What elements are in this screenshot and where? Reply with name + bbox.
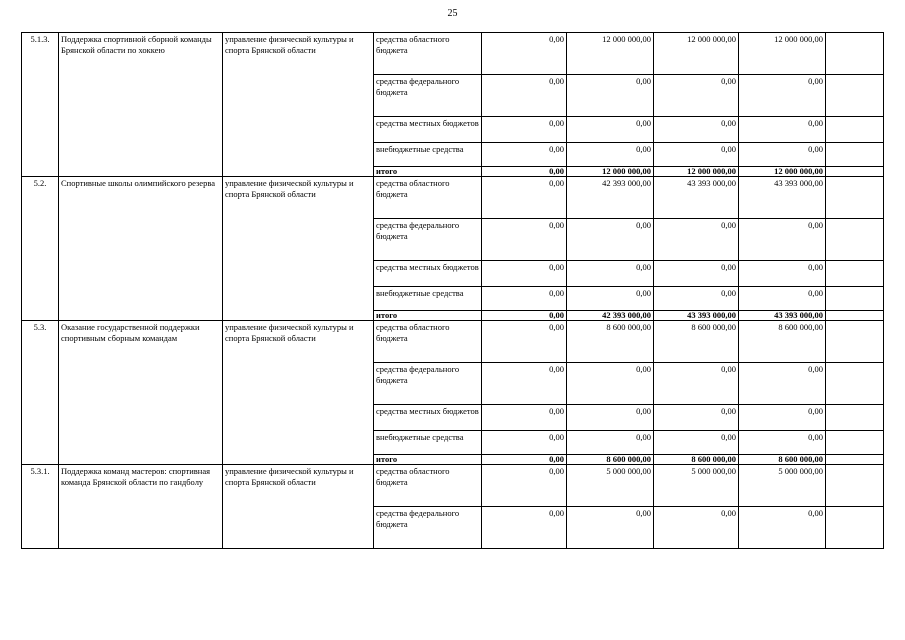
amount-cell: 0,00 <box>482 177 567 219</box>
empty-cell <box>826 261 884 287</box>
table-row <box>22 321 884 363</box>
amount-cell: 0,00 <box>482 363 567 405</box>
amount-cell: 0,00 <box>567 287 654 311</box>
funding-source: средства федерального бюджета <box>374 75 482 117</box>
funding-source: средства областного бюджета <box>374 33 482 75</box>
amount-cell: 8 600 000,00 <box>567 455 654 465</box>
amount-cell: 5 000 000,00 <box>739 465 826 507</box>
amount-cell: 0,00 <box>567 405 654 431</box>
amount-cell: 12 000 000,00 <box>739 33 826 75</box>
empty-cell <box>826 311 884 321</box>
amount-cell: 0,00 <box>739 405 826 431</box>
table-row <box>22 465 884 507</box>
amount-cell: 43 393 000,00 <box>654 311 739 321</box>
amount-cell: 5 000 000,00 <box>654 465 739 507</box>
empty-cell <box>826 75 884 117</box>
amount-cell: 8 600 000,00 <box>567 321 654 363</box>
section-name: Поддержка спортивной сборной команды Брянской области по хоккею <box>59 33 223 177</box>
amount-cell: 0,00 <box>482 261 567 287</box>
table-row <box>22 177 884 219</box>
amount-cell: 0,00 <box>482 117 567 143</box>
empty-cell <box>826 143 884 167</box>
empty-cell <box>826 431 884 455</box>
section-executor: управление физической культуры и спорта Брянской области <box>223 177 374 321</box>
amount-cell: 0,00 <box>654 405 739 431</box>
empty-cell <box>826 363 884 405</box>
empty-cell <box>826 117 884 143</box>
amount-cell: 12 000 000,00 <box>567 167 654 177</box>
funding-source: средства федерального бюджета <box>374 507 482 549</box>
amount-cell: 0,00 <box>567 261 654 287</box>
amount-cell: 0,00 <box>654 431 739 455</box>
amount-cell: 0,00 <box>654 287 739 311</box>
amount-cell: 0,00 <box>482 219 567 261</box>
amount-cell: 0,00 <box>567 219 654 261</box>
section-name: Оказание государственной поддержки спортивным сборным командам <box>59 321 223 465</box>
amount-cell: 0,00 <box>482 507 567 549</box>
amount-cell: 8 600 000,00 <box>654 455 739 465</box>
amount-cell: 0,00 <box>482 167 567 177</box>
amount-cell: 0,00 <box>739 287 826 311</box>
total-label: итого <box>374 311 482 321</box>
amount-cell: 0,00 <box>567 431 654 455</box>
amount-cell: 12 000 000,00 <box>654 33 739 75</box>
funding-source: средства областного бюджета <box>374 465 482 507</box>
table-row <box>22 33 884 75</box>
section-code: 5.1.3. <box>22 33 59 177</box>
funding-source: средства федерального бюджета <box>374 363 482 405</box>
amount-cell: 5 000 000,00 <box>567 465 654 507</box>
funding-source: внебюджетные средства <box>374 431 482 455</box>
amount-cell: 0,00 <box>482 143 567 167</box>
amount-cell: 0,00 <box>482 455 567 465</box>
amount-cell: 0,00 <box>654 363 739 405</box>
amount-cell: 42 393 000,00 <box>567 177 654 219</box>
amount-cell: 0,00 <box>567 363 654 405</box>
funding-source: внебюджетные средства <box>374 143 482 167</box>
amount-cell: 43 393 000,00 <box>739 177 826 219</box>
amount-cell: 0,00 <box>482 287 567 311</box>
empty-cell <box>826 507 884 549</box>
amount-cell: 0,00 <box>567 507 654 549</box>
funding-source: средства местных бюджетов <box>374 261 482 287</box>
empty-cell <box>826 287 884 311</box>
amount-cell: 0,00 <box>739 143 826 167</box>
funding-source: средства областного бюджета <box>374 177 482 219</box>
section-executor: управление физической культуры и спорта Брянской области <box>223 465 374 549</box>
amount-cell: 8 600 000,00 <box>654 321 739 363</box>
amount-cell: 0,00 <box>739 75 826 117</box>
amount-cell: 0,00 <box>654 507 739 549</box>
empty-cell <box>826 167 884 177</box>
amount-cell: 0,00 <box>482 465 567 507</box>
empty-cell <box>826 405 884 431</box>
amount-cell: 8 600 000,00 <box>739 455 826 465</box>
amount-cell: 0,00 <box>654 219 739 261</box>
funding-source: внебюджетные средства <box>374 287 482 311</box>
amount-cell: 0,00 <box>739 431 826 455</box>
empty-cell <box>826 455 884 465</box>
amount-cell: 0,00 <box>739 261 826 287</box>
empty-cell <box>826 321 884 363</box>
total-label: итого <box>374 455 482 465</box>
amount-cell: 0,00 <box>654 143 739 167</box>
amount-cell: 12 000 000,00 <box>567 33 654 75</box>
amount-cell: 0,00 <box>739 219 826 261</box>
amount-cell: 12 000 000,00 <box>739 167 826 177</box>
section-executor: управление физической культуры и спорта Брянской области <box>223 321 374 465</box>
funding-source: средства местных бюджетов <box>374 117 482 143</box>
amount-cell: 43 393 000,00 <box>654 177 739 219</box>
amount-cell: 43 393 000,00 <box>739 311 826 321</box>
amount-cell: 0,00 <box>654 75 739 117</box>
amount-cell: 0,00 <box>567 75 654 117</box>
section-code: 5.3.1. <box>22 465 59 549</box>
amount-cell: 8 600 000,00 <box>739 321 826 363</box>
amount-cell: 0,00 <box>654 261 739 287</box>
page-number: 25 <box>447 8 458 19</box>
section-executor: управление физической культуры и спорта Брянской области <box>223 33 374 177</box>
amount-cell: 0,00 <box>482 75 567 117</box>
amount-cell: 0,00 <box>482 311 567 321</box>
amount-cell: 0,00 <box>739 507 826 549</box>
amount-cell: 42 393 000,00 <box>567 311 654 321</box>
amount-cell: 0,00 <box>482 33 567 75</box>
amount-cell: 12 000 000,00 <box>654 167 739 177</box>
section-name: Поддержка команд мастеров: спортивная команда Брянской области по гандболу <box>59 465 223 549</box>
funding-source: средства областного бюджета <box>374 321 482 363</box>
funding-source: средства федерального бюджета <box>374 219 482 261</box>
total-label: итого <box>374 167 482 177</box>
amount-cell: 0,00 <box>567 143 654 167</box>
amount-cell: 0,00 <box>482 431 567 455</box>
amount-cell: 0,00 <box>739 117 826 143</box>
empty-cell <box>826 219 884 261</box>
amount-cell: 0,00 <box>567 117 654 143</box>
empty-cell <box>826 33 884 75</box>
amount-cell: 0,00 <box>482 405 567 431</box>
section-code: 5.2. <box>22 177 59 321</box>
funding-source: средства местных бюджетов <box>374 405 482 431</box>
budget-table <box>21 32 884 549</box>
amount-cell: 0,00 <box>739 363 826 405</box>
empty-cell <box>826 465 884 507</box>
empty-cell <box>826 177 884 219</box>
amount-cell: 0,00 <box>654 117 739 143</box>
amount-cell: 0,00 <box>482 321 567 363</box>
section-code: 5.3. <box>22 321 59 465</box>
section-name: Спортивные школы олимпийского резерва <box>59 177 223 321</box>
